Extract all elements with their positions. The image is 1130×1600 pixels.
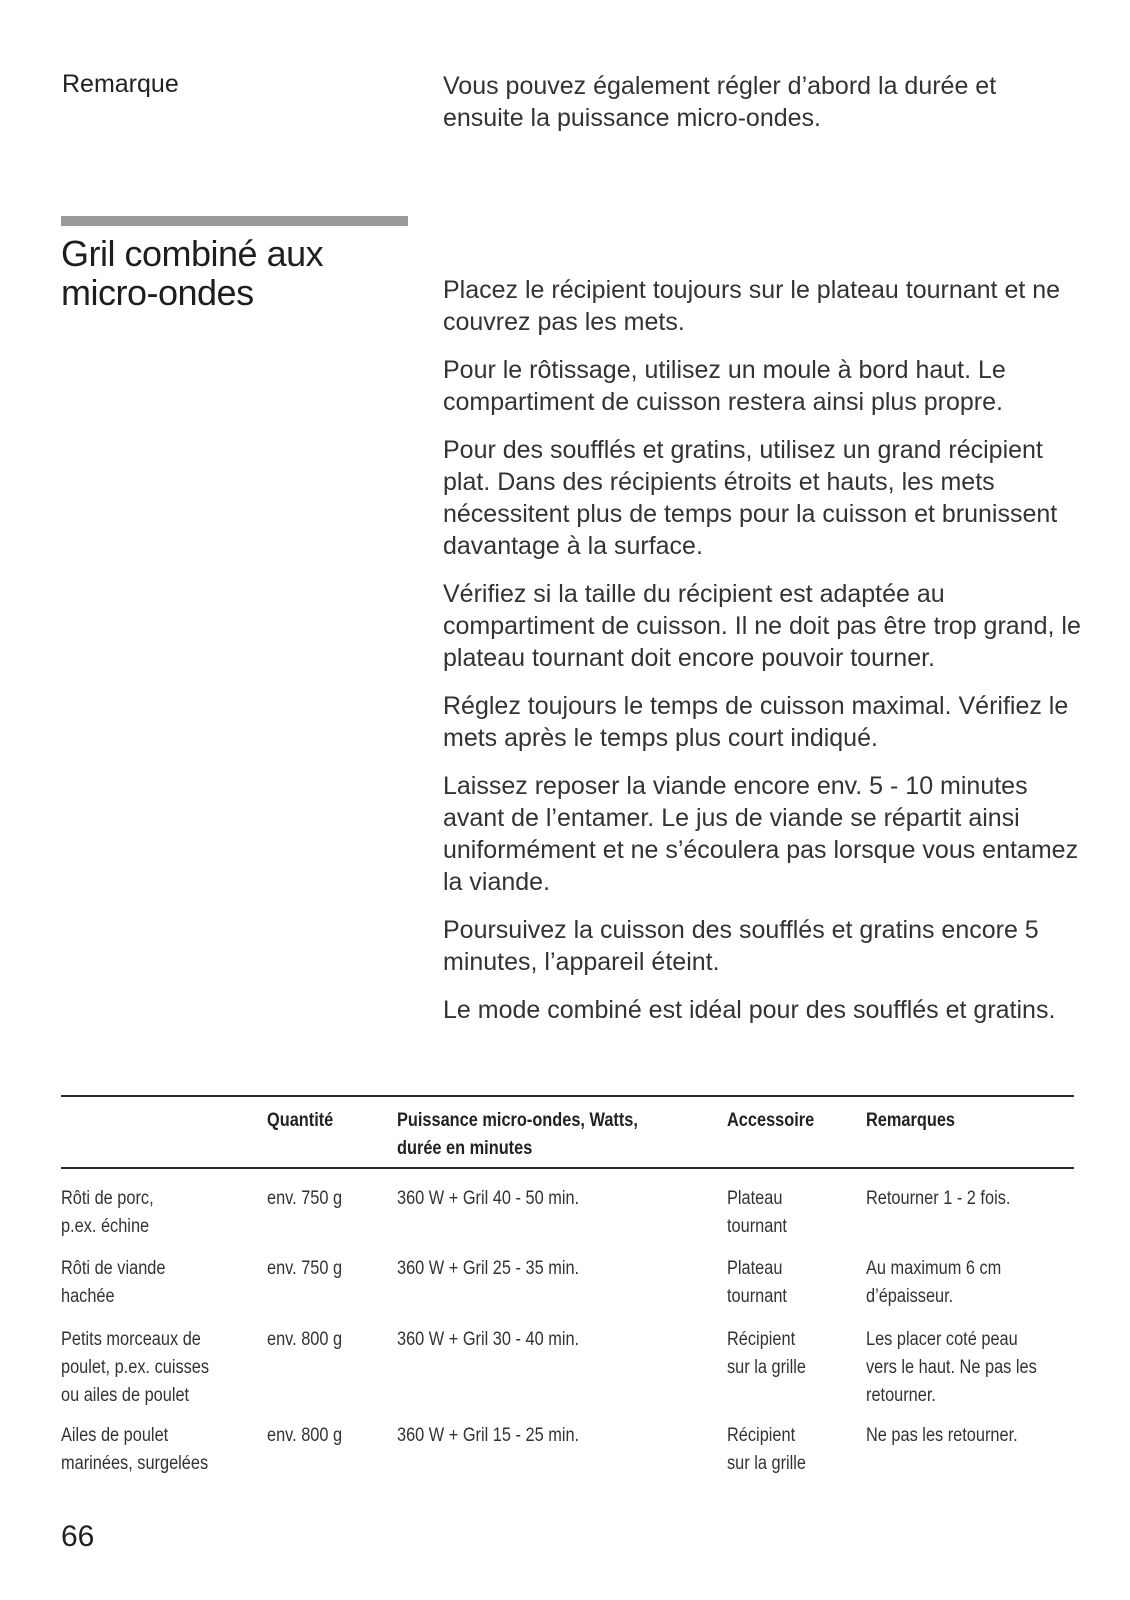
table-row — [61, 1185, 1074, 1255]
header-power-line-2: durée en minutes — [397, 1138, 533, 1159]
cell-item — [61, 1422, 233, 1478]
cell-accessory-line: Plateau — [727, 1188, 783, 1209]
cell-accessory-line: Plateau — [727, 1258, 783, 1279]
cell-quantity-line: env. 750 g — [267, 1188, 343, 1209]
cell-item-line: marinées, surgelées — [61, 1453, 209, 1474]
cell-power-line: 360 W + Gril 15 - 25 min. — [397, 1425, 580, 1446]
cell-accessory-line: tournant — [727, 1216, 787, 1237]
table-row — [61, 1422, 1074, 1486]
cell-remarks — [866, 1422, 1064, 1450]
section-divider-bar — [61, 216, 408, 226]
cell-remarks-line: Les placer coté peau — [866, 1329, 1018, 1350]
cell-accessory-line: sur la grille — [727, 1357, 807, 1378]
cell-item — [61, 1185, 233, 1241]
cell-power — [397, 1422, 672, 1450]
paragraph: Pour le rôtissage, utilisez un moule à bord haut. Le compartiment de cuisson restera ainsi plus propre. — [443, 356, 1006, 416]
cooking-table — [61, 1095, 1074, 1499]
section-title-line-1: Gril combiné aux — [61, 233, 324, 274]
cell-remarks-line: retourner. — [866, 1385, 936, 1406]
paragraph: Pour des soufflés et gratins, utilisez un grand récipient plat. Dans des récipients étroits et hauts, les mets nécessitent plus de temps pour la cuisson et brunissent davantage à la surface. — [443, 436, 1058, 560]
cell-quantity-line: env. 800 g — [267, 1329, 343, 1350]
cell-quantity-line: env. 800 g — [267, 1425, 343, 1446]
cell-quantity-line: env. 750 g — [267, 1258, 343, 1279]
paragraph: Le mode combiné est idéal pour des soufflés et gratins. — [443, 996, 1056, 1024]
paragraph: Réglez toujours le temps de cuisson maximal. Vérifiez le mets après le temps plus court indiqué. — [443, 692, 1069, 752]
cell-item-line: poulet, p.ex. cuisses — [61, 1357, 210, 1378]
table-body — [61, 1169, 1074, 1499]
cell-remarks-line: vers le haut. Ne pas les — [866, 1357, 1037, 1378]
paragraph: Vérifiez si la taille du récipient est adaptée au compartiment de cuisson. Il ne doit pas être trop grand, le plateau tournant doit encore pouvoir tourner. — [443, 580, 1081, 672]
cell-power — [397, 1185, 672, 1213]
cell-remarks — [866, 1185, 1064, 1213]
header-power-line-1: Puissance micro-ondes, Watts, — [397, 1110, 638, 1131]
cell-remarks-line: Retourner 1 - 2 fois. — [866, 1188, 1011, 1209]
cell-remarks-line: d’épaisseur. — [866, 1286, 954, 1307]
cell-remarks-line: Ne pas les retourner. — [866, 1425, 1018, 1446]
cell-accessory-line: tournant — [727, 1286, 787, 1307]
cell-remarks-line: Au maximum 6 cm — [866, 1258, 1002, 1279]
cell-item-line: hachée — [61, 1286, 115, 1307]
cell-quantity — [267, 1185, 370, 1213]
cell-quantity — [267, 1422, 370, 1450]
header-quantity: Quantité — [267, 1110, 334, 1131]
paragraph: Poursuivez la cuisson des soufflés et gratins encore 5 minutes, l’appareil éteint. — [443, 916, 1039, 976]
table-header — [61, 1097, 1074, 1167]
cell-item — [61, 1326, 233, 1410]
remark-label: Remarque — [62, 70, 179, 98]
page-number: 66 — [61, 1520, 95, 1553]
cell-power-line: 360 W + Gril 30 - 40 min. — [397, 1329, 580, 1350]
cell-item — [61, 1255, 233, 1311]
table-row — [61, 1326, 1074, 1422]
cell-accessory — [727, 1326, 839, 1382]
paragraph: Placez le récipient toujours sur le plateau tournant et ne couvrez pas les mets. — [443, 276, 1061, 336]
cell-remarks — [866, 1326, 1064, 1410]
header-accessory: Accessoire — [727, 1110, 815, 1131]
cell-item-line: p.ex. échine — [61, 1216, 150, 1237]
header-remarks: Remarques — [866, 1110, 956, 1131]
cell-item-line: Rôti de viande — [61, 1258, 166, 1279]
cell-accessory — [727, 1185, 839, 1241]
cell-accessory — [727, 1255, 839, 1311]
cell-item-line: Ailes de poulet — [61, 1425, 169, 1446]
cell-accessory-line: sur la grille — [727, 1453, 807, 1474]
cell-remarks — [866, 1255, 1064, 1311]
cell-item-line: ou ailes de poulet — [61, 1385, 190, 1406]
table-row — [61, 1255, 1074, 1326]
section-body — [443, 274, 1093, 1042]
header-power — [397, 1107, 672, 1163]
cell-accessory-line: Récipient — [727, 1425, 796, 1446]
cell-power — [397, 1255, 672, 1283]
cell-item-line: Rôti de porc, — [61, 1188, 154, 1209]
section-title-line-2: micro-ondes — [61, 272, 254, 313]
section-title — [61, 234, 421, 312]
cell-power — [397, 1326, 672, 1354]
cell-accessory-line: Récipient — [727, 1329, 796, 1350]
cell-power-line: 360 W + Gril 40 - 50 min. — [397, 1188, 580, 1209]
cell-item-line: Petits morceaux de — [61, 1329, 201, 1350]
cell-accessory — [727, 1422, 839, 1478]
cell-power-line: 360 W + Gril 25 - 35 min. — [397, 1258, 580, 1279]
remark-text: Vous pouvez également régler d’abord la durée et ensuite la puissance micro-ondes. — [443, 72, 997, 132]
paragraph: Laissez reposer la viande encore env. 5 - 10 minutes avant de l’entamer. Le jus de viande se répartit ainsi uniformément et ne s’écoulera pas lorsque vous entamez la viande. — [443, 772, 1079, 896]
cell-quantity — [267, 1255, 370, 1283]
cell-quantity — [267, 1326, 370, 1354]
